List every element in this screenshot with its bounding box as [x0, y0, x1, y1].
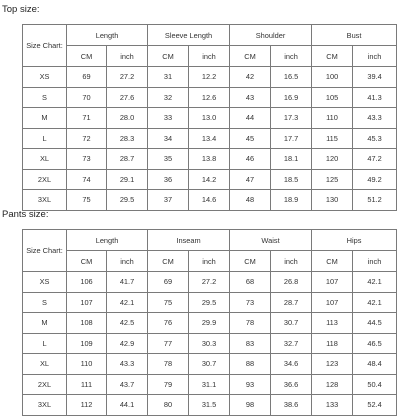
unit-header: CM [230, 46, 271, 67]
unit-header: inch [189, 251, 230, 272]
waist-header: Waist [230, 230, 312, 251]
size-label-cell: 3XL [23, 190, 67, 211]
inch-value-cell: 13.0 [189, 108, 230, 129]
inch-value-cell: 42.1 [353, 292, 397, 313]
cm-value-cell: 33 [148, 108, 189, 129]
size-label-cell: M [23, 313, 67, 334]
cm-value-cell: 111 [67, 374, 107, 395]
top-size-table [22, 24, 397, 211]
inch-value-cell: 29.9 [189, 313, 230, 334]
inch-value-cell: 18.5 [271, 169, 312, 190]
size-label-cell: XL [23, 354, 67, 375]
cm-value-cell: 107 [67, 292, 107, 313]
cm-value-cell: 35 [148, 149, 189, 170]
table-row [23, 67, 397, 88]
inch-value-cell: 42.5 [107, 313, 148, 334]
size-label-cell: S [23, 292, 67, 313]
inch-value-cell: 18.9 [271, 190, 312, 211]
cm-value-cell: 93 [230, 374, 271, 395]
cm-value-cell: 107 [312, 272, 353, 293]
inch-value-cell: 46.5 [353, 333, 397, 354]
inch-value-cell: 45.3 [353, 128, 397, 149]
unit-header: inch [353, 251, 397, 272]
cm-value-cell: 32 [148, 87, 189, 108]
inch-value-cell: 18.1 [271, 149, 312, 170]
size-label-cell: XL [23, 149, 67, 170]
top-size-title: Top size: [2, 4, 40, 15]
cm-value-cell: 45 [230, 128, 271, 149]
inch-value-cell: 12.6 [189, 87, 230, 108]
cm-value-cell: 107 [312, 292, 353, 313]
cm-value-cell: 98 [230, 395, 271, 416]
inch-value-cell: 30.7 [271, 313, 312, 334]
cm-value-cell: 79 [148, 374, 189, 395]
cm-value-cell: 110 [312, 108, 353, 129]
inch-value-cell: 14.6 [189, 190, 230, 211]
unit-header: inch [107, 251, 148, 272]
shoulder-header: Shoulder [230, 25, 312, 46]
inch-value-cell: 52.4 [353, 395, 397, 416]
unit-header: CM [148, 251, 189, 272]
size-label-cell: 2XL [23, 169, 67, 190]
table-row [23, 313, 397, 334]
table-row [23, 128, 397, 149]
cm-value-cell: 69 [67, 67, 107, 88]
cm-value-cell: 113 [312, 313, 353, 334]
cm-value-cell: 42 [230, 67, 271, 88]
inch-value-cell: 28.3 [107, 128, 148, 149]
inch-value-cell: 31.1 [189, 374, 230, 395]
length-header: Length [67, 230, 148, 251]
table-row [23, 374, 397, 395]
inch-value-cell: 17.7 [271, 128, 312, 149]
cm-value-cell: 43 [230, 87, 271, 108]
table-row [23, 87, 397, 108]
table-row [23, 108, 397, 129]
cm-value-cell: 37 [148, 190, 189, 211]
table-row [23, 292, 397, 313]
unit-header: CM [230, 251, 271, 272]
cm-value-cell: 71 [67, 108, 107, 129]
size-chart-header: Size Chart: [23, 25, 67, 67]
inch-value-cell: 13.8 [189, 149, 230, 170]
cm-value-cell: 74 [67, 169, 107, 190]
cm-value-cell: 77 [148, 333, 189, 354]
inch-value-cell: 42.1 [353, 272, 397, 293]
inch-value-cell: 31.5 [189, 395, 230, 416]
size-label-cell: L [23, 128, 67, 149]
cm-value-cell: 110 [67, 354, 107, 375]
cm-value-cell: 47 [230, 169, 271, 190]
inch-value-cell: 28.7 [107, 149, 148, 170]
cm-value-cell: 80 [148, 395, 189, 416]
table-row [23, 354, 397, 375]
inch-value-cell: 41.3 [353, 87, 397, 108]
cm-value-cell: 100 [312, 67, 353, 88]
inch-value-cell: 28.0 [107, 108, 148, 129]
hips-header: Hips [312, 230, 397, 251]
inch-value-cell: 12.2 [189, 67, 230, 88]
cm-value-cell: 75 [67, 190, 107, 211]
size-label-cell: S [23, 87, 67, 108]
cm-value-cell: 68 [230, 272, 271, 293]
table-row [23, 149, 397, 170]
cm-value-cell: 75 [148, 292, 189, 313]
inch-value-cell: 17.3 [271, 108, 312, 129]
unit-header: inch [271, 251, 312, 272]
cm-value-cell: 109 [67, 333, 107, 354]
inch-value-cell: 27.2 [107, 67, 148, 88]
size-label-cell: 2XL [23, 374, 67, 395]
cm-value-cell: 106 [67, 272, 107, 293]
cm-value-cell: 34 [148, 128, 189, 149]
inch-value-cell: 36.6 [271, 374, 312, 395]
cm-value-cell: 73 [230, 292, 271, 313]
inch-value-cell: 48.4 [353, 354, 397, 375]
table-row [23, 190, 397, 211]
inch-value-cell: 34.6 [271, 354, 312, 375]
cm-value-cell: 78 [148, 354, 189, 375]
inch-value-cell: 43.7 [107, 374, 148, 395]
inch-value-cell: 27.2 [189, 272, 230, 293]
cm-value-cell: 31 [148, 67, 189, 88]
cm-value-cell: 118 [312, 333, 353, 354]
cm-value-cell: 123 [312, 354, 353, 375]
cm-value-cell: 46 [230, 149, 271, 170]
cm-value-cell: 120 [312, 149, 353, 170]
inch-value-cell: 43.3 [353, 108, 397, 129]
unit-header: CM [312, 46, 353, 67]
inch-value-cell: 41.7 [107, 272, 148, 293]
inch-value-cell: 51.2 [353, 190, 397, 211]
inch-value-cell: 16.9 [271, 87, 312, 108]
pants-size-title: Pants size: [2, 209, 49, 220]
cm-value-cell: 44 [230, 108, 271, 129]
inch-value-cell: 39.4 [353, 67, 397, 88]
inch-value-cell: 16.5 [271, 67, 312, 88]
inch-value-cell: 14.2 [189, 169, 230, 190]
inch-value-cell: 42.1 [107, 292, 148, 313]
inch-value-cell: 43.3 [107, 354, 148, 375]
inch-value-cell: 26.8 [271, 272, 312, 293]
unit-header: inch [353, 46, 397, 67]
cm-value-cell: 88 [230, 354, 271, 375]
unit-header: CM [67, 46, 107, 67]
cm-value-cell: 76 [148, 313, 189, 334]
unit-header: CM [312, 251, 353, 272]
table-row [23, 272, 397, 293]
length-header: Length [67, 25, 148, 46]
inch-value-cell: 27.6 [107, 87, 148, 108]
unit-header: inch [189, 46, 230, 67]
size-label-cell: M [23, 108, 67, 129]
inch-value-cell: 29.5 [189, 292, 230, 313]
unit-header: CM [67, 251, 107, 272]
pants-size-table [22, 229, 397, 416]
inch-value-cell: 29.5 [107, 190, 148, 211]
inch-value-cell: 28.7 [271, 292, 312, 313]
cm-value-cell: 78 [230, 313, 271, 334]
inch-value-cell: 50.4 [353, 374, 397, 395]
unit-header: CM [148, 46, 189, 67]
inch-value-cell: 30.7 [189, 354, 230, 375]
inch-value-cell: 47.2 [353, 149, 397, 170]
unit-header: inch [271, 46, 312, 67]
size-label-cell: XS [23, 272, 67, 293]
cm-value-cell: 69 [148, 272, 189, 293]
size-label-cell: 3XL [23, 395, 67, 416]
inch-value-cell: 13.4 [189, 128, 230, 149]
inch-value-cell: 30.3 [189, 333, 230, 354]
cm-value-cell: 105 [312, 87, 353, 108]
cm-value-cell: 133 [312, 395, 353, 416]
cm-value-cell: 73 [67, 149, 107, 170]
cm-value-cell: 130 [312, 190, 353, 211]
cm-value-cell: 48 [230, 190, 271, 211]
inseam-header: Inseam [148, 230, 230, 251]
inch-value-cell: 42.9 [107, 333, 148, 354]
cm-value-cell: 36 [148, 169, 189, 190]
size-chart-header: Size Chart: [23, 230, 67, 272]
cm-value-cell: 83 [230, 333, 271, 354]
inch-value-cell: 29.1 [107, 169, 148, 190]
inch-value-cell: 49.2 [353, 169, 397, 190]
inch-value-cell: 44.1 [107, 395, 148, 416]
cm-value-cell: 125 [312, 169, 353, 190]
size-label-cell: XS [23, 67, 67, 88]
sleeve-length-header: Sleeve Length [148, 25, 230, 46]
cm-value-cell: 72 [67, 128, 107, 149]
cm-value-cell: 128 [312, 374, 353, 395]
table-row [23, 333, 397, 354]
cm-value-cell: 108 [67, 313, 107, 334]
inch-value-cell: 32.7 [271, 333, 312, 354]
unit-header: inch [107, 46, 148, 67]
table-row [23, 395, 397, 416]
table-row [23, 169, 397, 190]
inch-value-cell: 44.5 [353, 313, 397, 334]
inch-value-cell: 38.6 [271, 395, 312, 416]
cm-value-cell: 70 [67, 87, 107, 108]
size-label-cell: L [23, 333, 67, 354]
bust-header: Bust [312, 25, 397, 46]
cm-value-cell: 112 [67, 395, 107, 416]
cm-value-cell: 115 [312, 128, 353, 149]
